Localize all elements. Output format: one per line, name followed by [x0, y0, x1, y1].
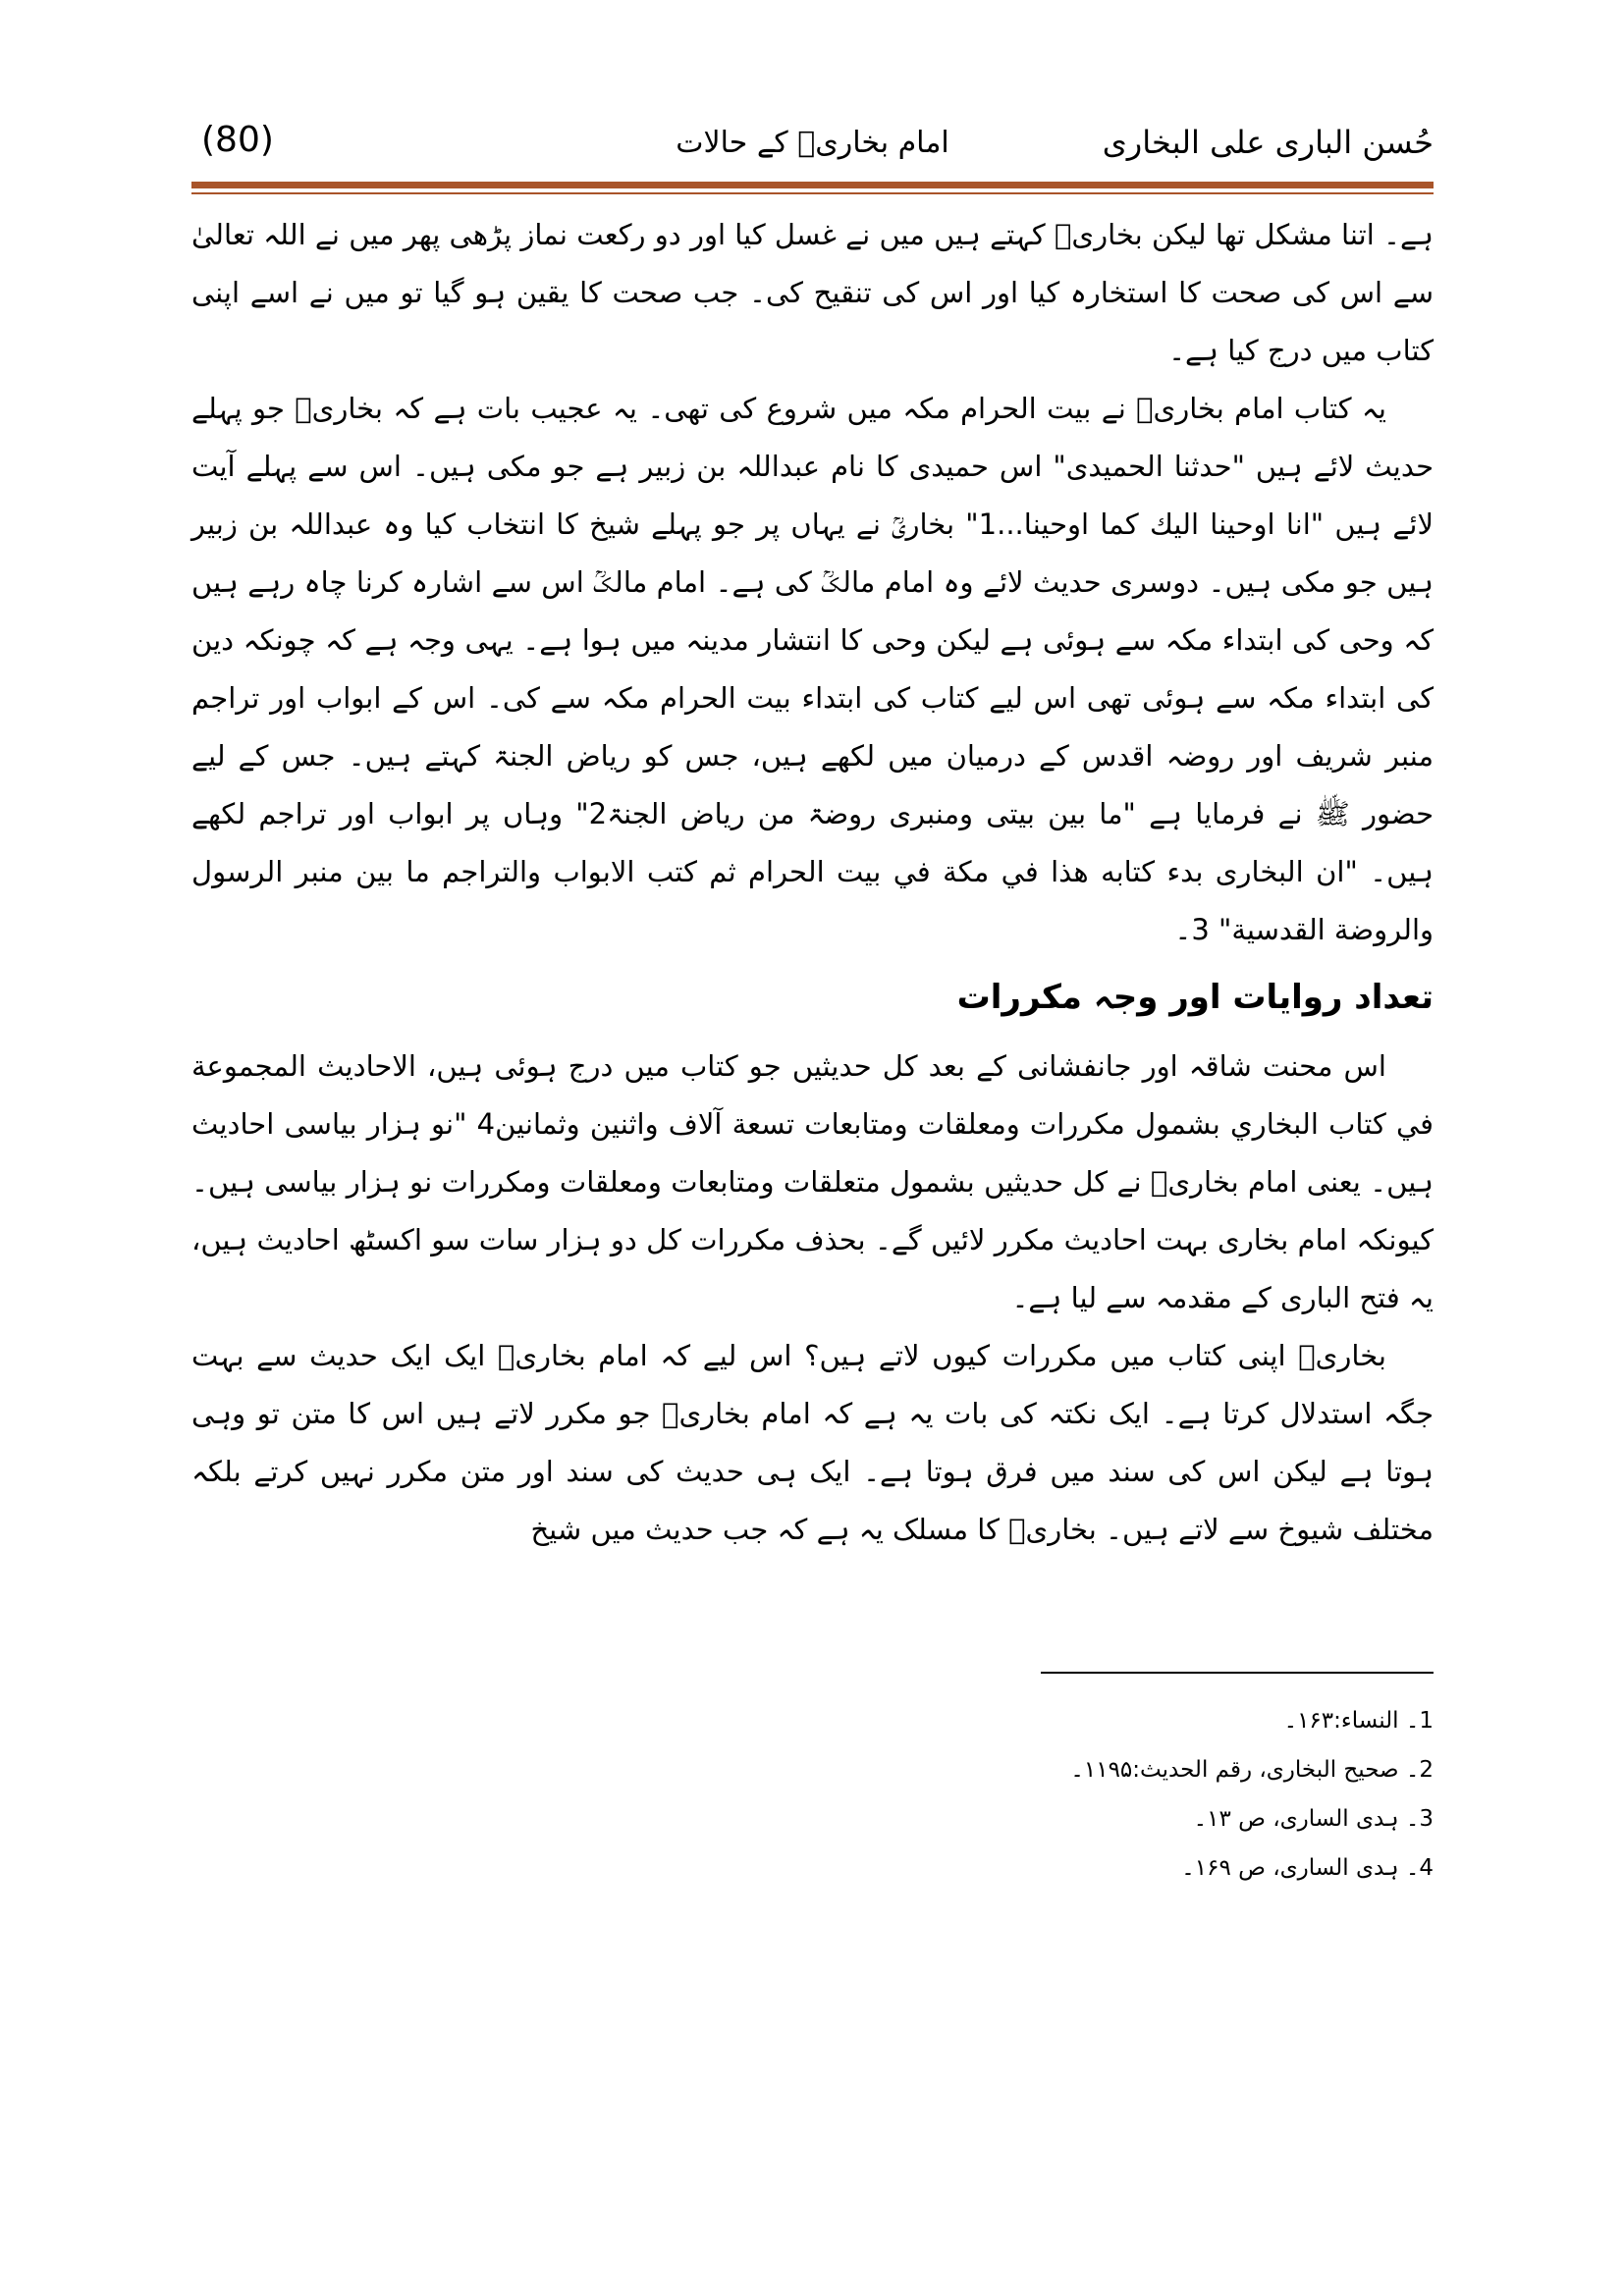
paragraph-1: ہے۔ اتنا مشکل تھا لیکن بخاریؒ کہتے ہیں میں نے غسل کیا اور دو رکعت نماز پڑھی پھر میں نے اللہ تعالیٰ سے اس کی صحت کا استخارہ کیا اور اس کی تنقیح کی۔ جب صحت کا یقین ہو گیا تو میں نے اسے اپنی کتاب میں درج کیا ہے۔ [191, 218, 1434, 367]
section-heading: تعداد روایات اور وجہ مکررات [956, 978, 1434, 1017]
footnote-1: 1۔ النساء:۱۶۳۔ [1283, 1708, 1434, 1734]
footnote-4: 4۔ ہدی الساری، ص ۱۶۹۔ [1181, 1855, 1434, 1881]
page-number: (80) [201, 120, 274, 160]
paragraph-4: بخاریؒ اپنی کتاب میں مکررات کیوں لاتے ہیں؟ اس لیے کہ امام بخاریؒ ایک ایک حدیث سے بہت جگہ استدلال کرتا ہے۔ ایک نکتہ کی بات یہ ہے کہ امام بخاریؒ جو مکرر لاتے ہیں اس کا متن تو وہی ہوتا ہے لیکن اس کی سند میں فرق ہوتا ہے۔ ایک ہی حدیث کی سند اور متن مکرر نہیں کرتے بلکہ مختلف شیوخ سے لاتے ہیں۔ بخاریؒ کا مسلک یہ ہے کہ جب حدیث میں شیخ [191, 1339, 1434, 1546]
footnote-2: 2۔ صحیح البخاری، رقم الحدیث:۱۱۹۵۔ [1070, 1757, 1434, 1783]
footnotes [844, 1696, 1434, 1893]
chapter-title: امام بخاریؒ کے حالات [676, 126, 949, 160]
header-rule-thin [191, 192, 1434, 194]
main-text [191, 206, 1434, 1559]
paragraph-3: اس محنت شاقہ اور جانفشانی کے بعد کل حدیثیں جو کتاب میں درج ہوئی ہیں، الاحادیث المجموعة في كتاب البخاري بشمول مكررات ومعلقات ومتابعات تسعة آلاف واثنين وثمانين4 "نو ہزار بیاسی احادیث ہیں۔ یعنی امام بخاریؒ نے کل حدیثیں بشمول متعلقات ومتابعات ومعلقات ومکررات نو ہزار بیاسی ہیں۔ کیونکہ امام بخاری بہت احادیث مکرر لائیں گے۔ بحذف مکررات کل دو ہزار سات سو اکسٹھ احادیث ہیں، یہ فتح الباری کے مقدمہ سے لیا ہے۔ [191, 1049, 1435, 1314]
footnote-separator [1041, 1672, 1434, 1674]
footnote-3: 3۔ ہدی الساری، ص ۱۳۔ [1193, 1806, 1434, 1832]
page-header [191, 116, 1434, 175]
book-title: حُسن الباری علی البخاری [1102, 124, 1434, 161]
header-rule-thick [191, 182, 1434, 188]
paragraph-2: یہ کتاب امام بخاریؒ نے بیت الحرام مکہ میں شروع کی تھی۔ یہ عجیب بات ہے کہ بخاریؒ جو پہلے حدیث لائے ہیں "حدثنا الحمیدی" اس حمیدی کا نام عبداللہ بن زبیر ہے جو مکی ہیں۔ اس سے پہلے آیت لائے ہیں "انا اوحینا الیك كما اوحینا...1" بخاریؒ نے یہاں پر جو پہلے شیخ کا انتخاب کیا وہ عبداللہ بن زبیر ہیں جو مکی ہیں۔ دوسری حدیث لائے وہ امام مالکؒ کی ہے۔ امام مالکؒ اس سے اشارہ کرنا چاہ رہے ہیں کہ وحی کی ابتداء مکہ سے ہوئی ہے لیکن وحی کا انتشار مدینہ میں ہوا ہے۔ یہی وجہ ہے کہ چونکہ دین کی ابتداء مکہ سے ہوئی تھی اس لیے کتاب کی ابتداء بیت الحرام مکہ سے کی۔ اس کے ابواب اور تراجم منبر شریف اور روضہ اقدس کے درمیان میں لکھے ہیں، جس کو ریاض الجنۃ کہتے ہیں۔ جس کے لیے حضور ﷺ نے فرمایا ہے "ما بین بیتی ومنبری روضۃ من ریاض الجنۃ2" وہاں پر ابواب اور تراجم لکھے ہیں۔ "ان البخاری بدء كتابه هذا في مكة في بيت الحرام ثم كتب الابواب والتراجم ما بين منبر الرسول والروضة القدسية" 3۔ [191, 392, 1435, 946]
